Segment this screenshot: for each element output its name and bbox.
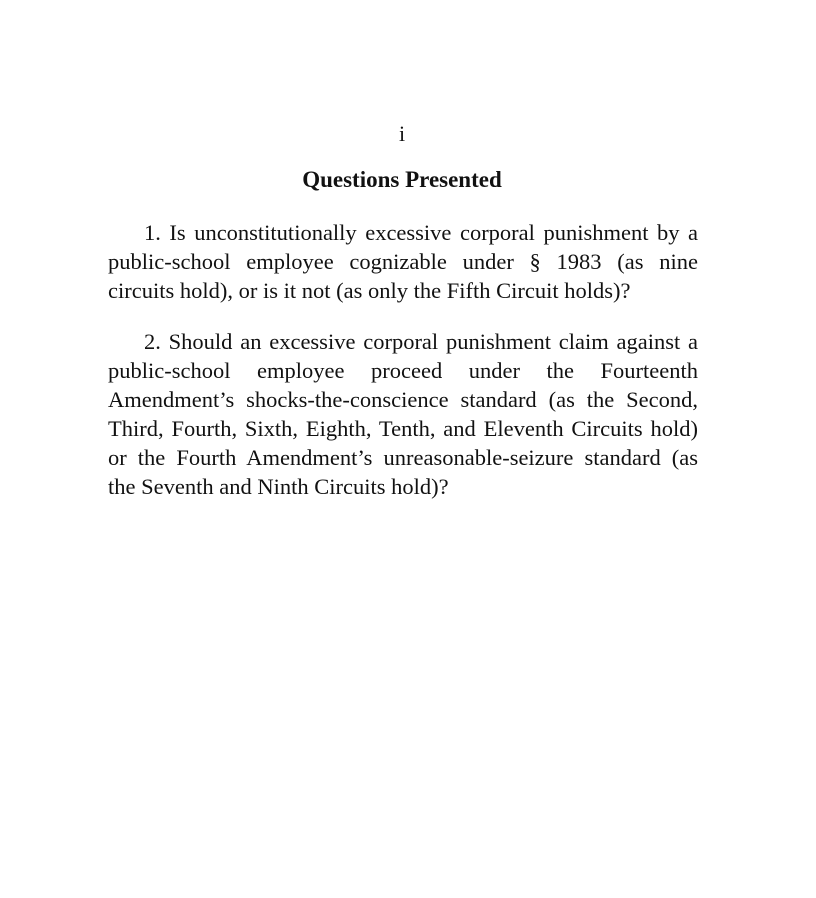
questions-list xyxy=(108,218,698,523)
page-number: i xyxy=(398,121,406,146)
question-1: 1. Is unconstitutionally excessive corporal punishment by a public-school employee cognizable under § 1983 (as nine circuits hold), or is it not (as only the Fifth Circuit holds)? xyxy=(108,220,698,303)
question-2: 2. Should an excessive corporal punishment claim against a public-school employee proceed under the Fourteenth Amendment’s shocks-the-conscience standard (as the Second, Third, Fourth, Sixth, Eighth, Tenth, and Eleventh Circuits hold) or the Fourth Amendment’s unreasonable-seizure standard (as the Seventh and Ninth Circuits hold)? xyxy=(108,329,698,499)
section-title: Questions Presented xyxy=(302,167,502,192)
